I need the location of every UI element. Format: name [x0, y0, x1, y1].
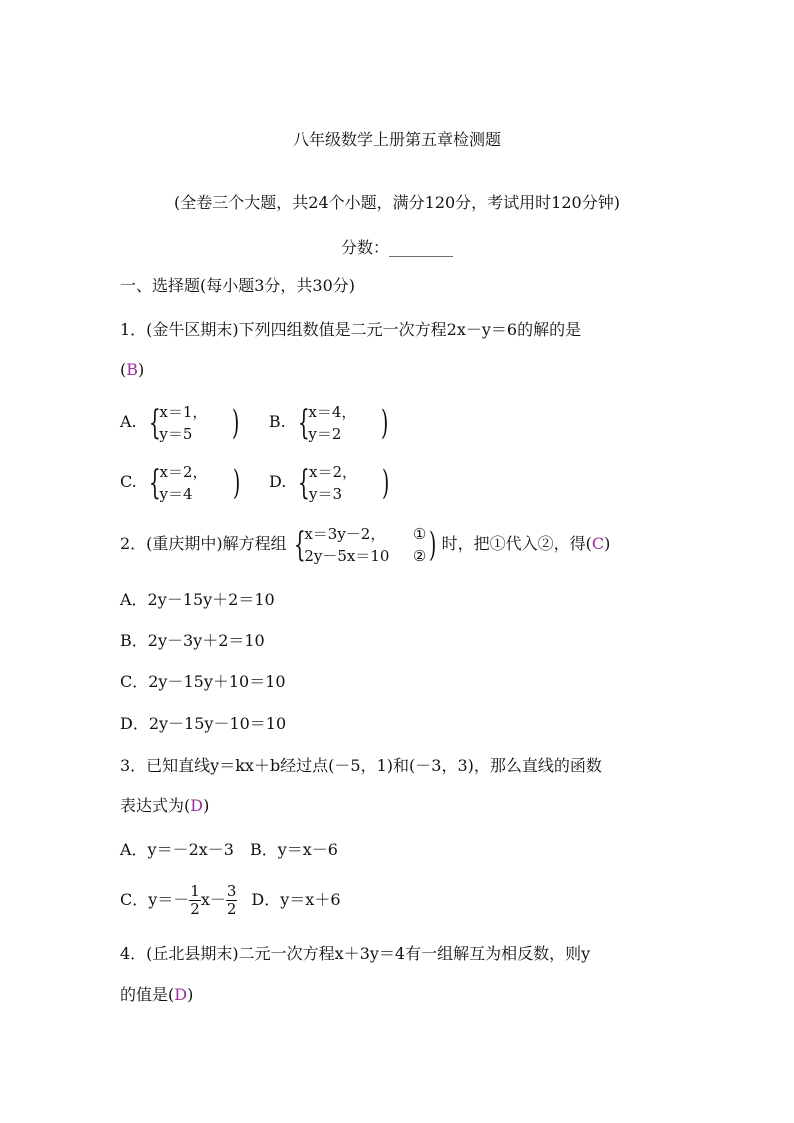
q3-options-cd — [120, 878, 341, 922]
q2-option-d: D．2y－15y－10＝10 — [120, 714, 287, 733]
q1-option-b-label: B. — [268, 412, 286, 431]
q3-options-ab: A．y＝－2x－3 B．y＝x－6 — [120, 840, 338, 859]
q1-c-row1: x＝2， — [159, 462, 208, 481]
score-line: 分数：________ — [340, 238, 453, 257]
q3-stem: 3．已知直线y＝kx＋b经过点(－5，1)和(－3，3)，那么直线的函数 — [120, 756, 602, 775]
q2-answer-open: ( — [585, 534, 592, 553]
q1-b-row2: y＝2 — [308, 424, 342, 443]
q1-answer — [120, 360, 144, 380]
q1-option-c-label: C. — [120, 472, 137, 491]
q3-option-c-mid: x－ — [200, 890, 226, 909]
q1-option-b-system: { x＝4， y＝2 ) — [297, 402, 389, 443]
q1-answer-open: ( — [120, 360, 127, 379]
q1-stem: 1．(金牛区期末)下列四组数值是二元一次方程2x－y＝6的解的是 — [120, 320, 582, 339]
q3-option-d: D．y＝x＋6 — [251, 890, 341, 909]
q3-answer-letter: D — [190, 796, 204, 815]
q1-answer-close: ) — [138, 360, 145, 379]
q2-option-a: A．2y－15y＋2＝10 — [120, 590, 275, 609]
q3-f2-den: 2 — [226, 900, 237, 918]
q1-answer-letter: B — [126, 360, 139, 379]
q1-options-ab — [120, 400, 394, 445]
q3-answer-close: ) — [203, 796, 210, 815]
q4-stem-line2 — [120, 985, 193, 1005]
q2-stem-post: 时，把①代入②，得 — [441, 534, 586, 553]
q4-stem2: 的值是 — [120, 985, 169, 1004]
q2-system: { x＝3y－2， 2y－5x＝10 ① ② ) — [293, 525, 437, 565]
q4-answer-letter: D — [174, 985, 188, 1004]
q1-b-row1: x＝4， — [308, 402, 357, 421]
q3-option-c-pre: C．y＝－ — [120, 890, 190, 909]
exam-info: (全卷三个大题，共24个小题，满分120分，考试用时120分钟) — [174, 193, 620, 212]
q1-c-row2: y＝4 — [159, 484, 193, 503]
q4-answer-close: ) — [187, 985, 194, 1004]
q3-answer-open: ( — [184, 796, 191, 815]
q2-option-c: C．2y－15y＋10＝10 — [120, 672, 286, 691]
q3-f1-den: 2 — [190, 900, 200, 918]
section-heading: 一、选择题(每小题3分，共30分) — [120, 276, 356, 295]
q2-row1: x＝3y－2， — [304, 525, 386, 543]
q1-options-cd — [120, 460, 394, 505]
q3-fraction-2 — [226, 883, 238, 918]
q3-f1-num: 1 — [190, 882, 200, 900]
q4-stem: 4．(丘北县期末)二元一次方程x＋3y＝4有一组解互为相反数，则y — [120, 944, 591, 963]
q2-row2: 2y－5x＝10 — [304, 547, 390, 565]
q1-option-c-system: { x＝2， y＝4 ) — [148, 462, 240, 503]
q1-d-row1: x＝2， — [309, 462, 358, 481]
q1-option-d-system: { x＝2， y＝3 ) — [298, 462, 390, 503]
q1-option-d-label: D. — [268, 472, 287, 491]
q2-circle-1: ① — [412, 525, 427, 543]
q1-d-row2: y＝3 — [309, 484, 343, 503]
q3-f2-num: 3 — [226, 882, 237, 900]
q1-a-row1: x＝1， — [159, 402, 208, 421]
q2-answer-letter: C — [591, 534, 605, 553]
q2-circle-2: ② — [412, 547, 427, 565]
q2-answer-close: ) — [604, 534, 611, 553]
q4-answer-open: ( — [168, 985, 175, 1004]
q1-a-row2: y＝5 — [159, 424, 193, 443]
q1-option-a-label: A. — [120, 412, 137, 431]
page-title: 八年级数学上册第五章检测题 — [292, 130, 501, 149]
q3-stem-line2 — [120, 796, 209, 816]
q2-stem-pre: 2．(重庆期中)解方程组 — [120, 534, 287, 553]
q3-stem2: 表达式为 — [120, 796, 185, 815]
q3-fraction-1 — [189, 883, 201, 918]
q2-stem — [120, 520, 610, 569]
q1-option-a-system: { x＝1， y＝5 ) — [148, 402, 240, 443]
q2-option-b: B．2y－3y＋2＝10 — [120, 631, 265, 650]
